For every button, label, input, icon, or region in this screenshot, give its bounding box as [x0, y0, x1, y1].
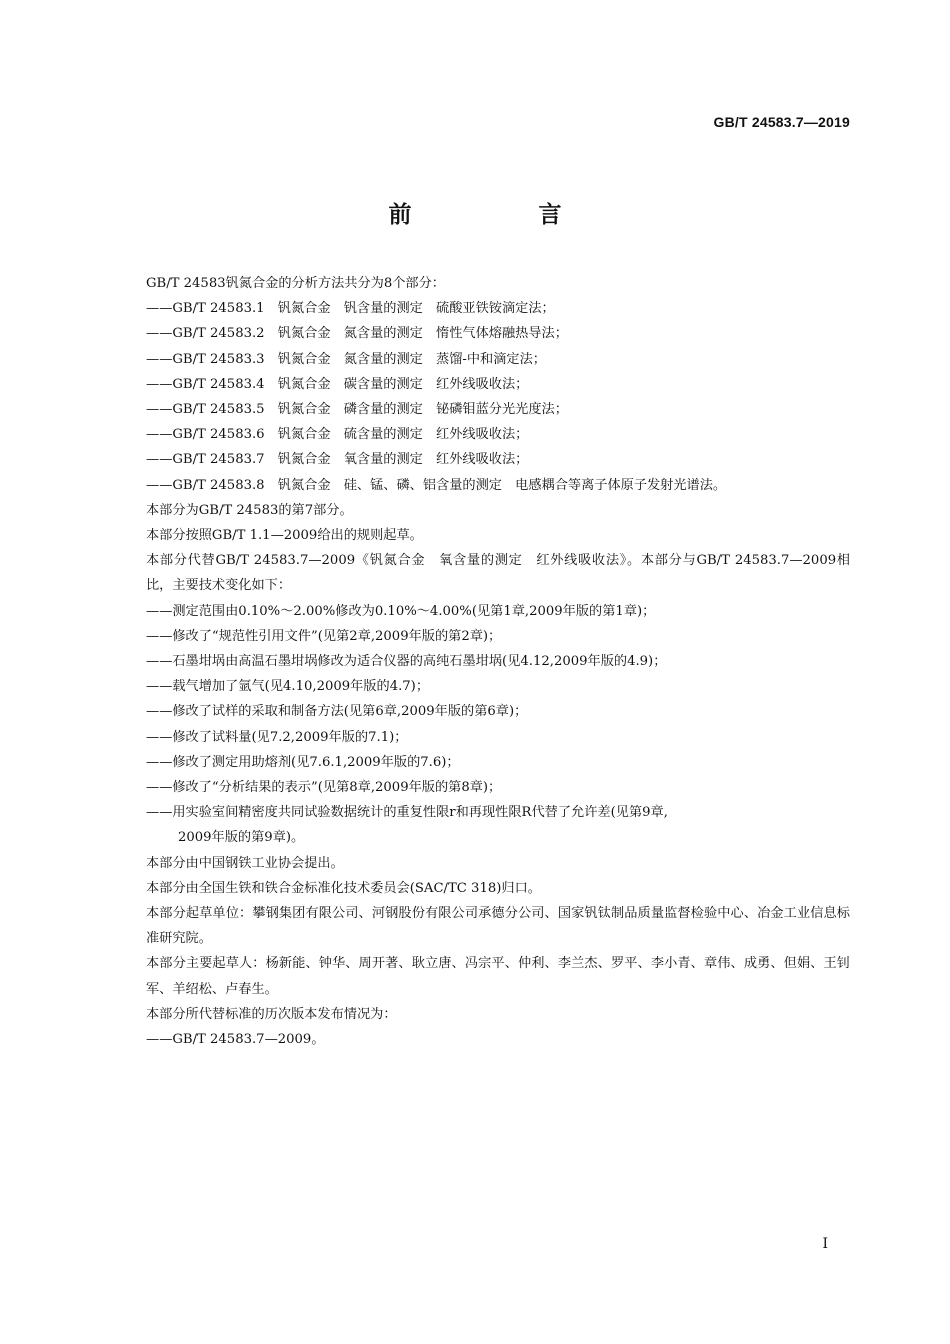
part-list-item: ——GB/T 24583.2 钒氮合金 氮含量的测定 惰性气体熔融热导法； — [146, 326, 568, 342]
change-list-item-continuation: 2009年版的第9章)。 — [178, 830, 305, 846]
page-title: 前 言 — [388, 201, 614, 228]
history-intro-paragraph: 本部分所代替标准的历次版本发布情况为： — [146, 1006, 397, 1022]
part-list-item: ——GB/T 24583.8 钒氮合金 硅、锰、磷、铝含量的测定 电感耦合等离子体原子发射光谱法。 — [146, 477, 727, 493]
centralized-by-paragraph: 本部分由全国生铁和铁合金标准化技术委员会(SAC/TC 318)归口。 — [146, 880, 541, 896]
intro-paragraph: GB/T 24583钒氮合金的分析方法共分为8个部分： — [146, 276, 445, 291]
change-list-item: ——用实验室间精密度共同试验数据统计的重复性限r和再现性限R代替了允许差(见第9章, — [146, 805, 668, 821]
drafters-paragraph: 本部分主要起草人：杨新能、钟华、周开著、耿立唐、冯宗平、仲利、李兰杰、罗平、李小青、章伟、成勇、但娟、王钊军、羊绍松、卢春生。 — [146, 956, 850, 997]
change-list-item: ——修改了“规范性引用文件”(见第2章,2009年版的第2章)； — [146, 628, 502, 644]
proposed-by-paragraph: 本部分由中国钢铁工业协会提出。 — [146, 855, 344, 871]
part-list-item: ——GB/T 24583.1 钒氮合金 钒含量的测定 硫酸亚铁铵滴定法； — [146, 301, 555, 317]
replacement-paragraph: 本部分代替GB/T 24583.7—2009《钒氮合金 氧含量的测定 红外线吸收法》。本部分与GB/T 24583.7—2009相比，主要技术变化如下： — [146, 553, 850, 594]
change-list-item: ——修改了测定用助熔剂(见7.6.1,2009年版的7.6)； — [146, 754, 460, 770]
change-list-item: ——修改了试料量(见7.2,2009年版的7.1)； — [146, 729, 408, 745]
part-list-item: ——GB/T 24583.6 钒氮合金 硫含量的测定 红外线吸收法； — [146, 427, 529, 443]
change-list-item: ——修改了“分析结果的表示”(见第8章,2009年版的第8章)； — [146, 780, 502, 796]
history-list-item: ——GB/T 24583.7—2009。 — [146, 1032, 325, 1048]
drafting-rules-paragraph: 本部分按照GB/T 1.1—2009给出的规则起草。 — [146, 528, 423, 544]
part-list-item: ——GB/T 24583.7 钒氮合金 氧含量的测定 红外线吸收法； — [146, 452, 529, 468]
change-list-item: ——石墨坩埚由高温石墨坩埚修改为适合仪器的高纯石墨坩埚(见4.12,2009年版的4.9)； — [146, 654, 667, 670]
change-list-item: ——测定范围由0.10%～2.00%修改为0.10%～4.00%(见第1章,2009年版的第1章)； — [146, 603, 656, 619]
drafting-units-paragraph: 本部分起草单位：攀钢集团有限公司、河钢股份有限公司承德分公司、国家钒钛制品质量监督检验中心、冶金工业信息标准研究院。 — [146, 906, 850, 947]
page-number: I — [822, 1236, 828, 1252]
part-number-paragraph: 本部分为GB/T 24583的第7部分。 — [146, 502, 353, 518]
change-list-item: ——载气增加了氩气(见4.10,2009年版的4.7)； — [146, 679, 430, 695]
standard-code-header: GB/T 24583.7—2019 — [713, 114, 850, 130]
change-list-item: ——修改了试样的采取和制备方法(见第6章,2009年版的第6章)； — [146, 704, 528, 720]
part-list-item: ——GB/T 24583.3 钒氮合金 氮含量的测定 蒸馏-中和滴定法； — [146, 351, 546, 367]
document-body — [114, 271, 850, 1052]
part-list-item: ——GB/T 24583.5 钒氮合金 磷含量的测定 铋磷钼蓝分光光度法； — [146, 402, 568, 418]
part-list-item: ——GB/T 24583.4 钒氮合金 碳含量的测定 红外线吸收法； — [146, 376, 529, 392]
